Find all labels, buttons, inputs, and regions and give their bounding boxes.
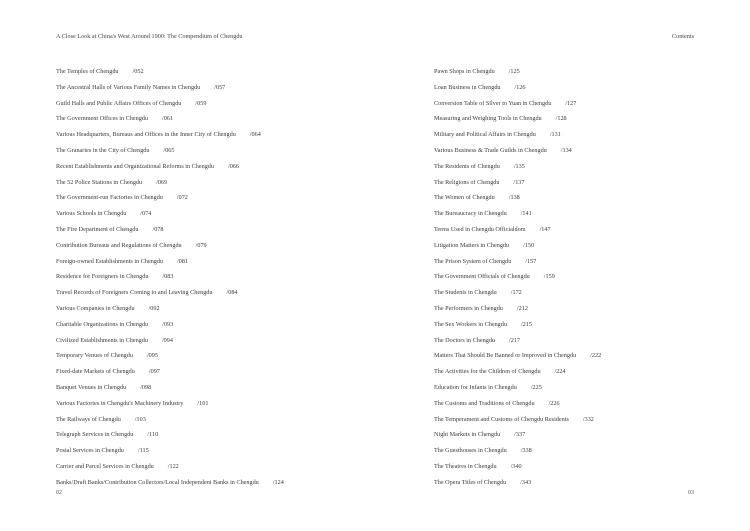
toc-entry-page: /131 bbox=[549, 131, 561, 139]
toc-left-column bbox=[56, 64, 386, 491]
toc-entry-title: Postal Services in Chengdu bbox=[56, 447, 124, 455]
toc-entry[interactable] bbox=[434, 64, 694, 80]
toc-entry[interactable] bbox=[434, 301, 694, 317]
toc-entry[interactable] bbox=[56, 206, 386, 222]
page-number-left: 02 bbox=[56, 490, 62, 496]
toc-entry[interactable] bbox=[434, 269, 694, 285]
toc-entry-title: Pawn Shops in Chengdu bbox=[434, 68, 495, 75]
toc-entry-page: /057 bbox=[214, 83, 226, 91]
running-header-title: A Close Look at China's West Around 1900: The Compendium of Chengdu bbox=[56, 33, 243, 40]
toc-entry[interactable] bbox=[434, 111, 694, 127]
toc-entry[interactable] bbox=[434, 222, 694, 238]
toc-entry[interactable] bbox=[56, 190, 386, 206]
toc-entry[interactable] bbox=[434, 443, 694, 459]
toc-entry[interactable] bbox=[56, 285, 386, 301]
toc-entry-page: /093 bbox=[162, 320, 174, 328]
toc-entry[interactable] bbox=[434, 475, 694, 491]
toc-entry[interactable] bbox=[434, 412, 694, 428]
toc-entry-title: The Guesthouses in Chengdu bbox=[434, 447, 507, 455]
toc-entry-title: Contribution Bureaus and Regulations of Chengdu bbox=[56, 241, 182, 249]
toc-entry-title: The Residents of Chengdu bbox=[434, 162, 500, 170]
toc-entry-page: /122 bbox=[167, 462, 179, 470]
toc-entry[interactable] bbox=[56, 143, 386, 159]
toc-entry-title: Litigation Matters in Chengdu bbox=[434, 241, 510, 249]
toc-entry-page: /135 bbox=[513, 162, 525, 170]
toc-entry-page: /141 bbox=[520, 210, 532, 218]
toc-entry[interactable] bbox=[56, 396, 386, 412]
toc-entry-page: /172 bbox=[510, 289, 522, 297]
toc-entry-title: The Government-run Factories in Chengdu bbox=[56, 194, 163, 202]
toc-entry-page: /225 bbox=[530, 383, 542, 391]
toc-entry-title: Temporary Venues of Chengdu bbox=[56, 352, 133, 360]
toc-entry-title: Foreign-owned Establishments in Chengdu bbox=[56, 257, 164, 265]
toc-entry-page: /074 bbox=[140, 210, 152, 218]
toc-entry-page: /052 bbox=[132, 68, 144, 75]
toc-entry-title: The Students in Chengdu bbox=[434, 289, 497, 297]
toc-entry-title: The Bureaucracy in Chengdu bbox=[434, 210, 507, 218]
toc-entry-page: /215 bbox=[520, 320, 532, 328]
toc-entry-page: /147 bbox=[539, 225, 551, 233]
toc-entry[interactable] bbox=[56, 443, 386, 459]
toc-entry[interactable] bbox=[434, 380, 694, 396]
toc-entry[interactable] bbox=[434, 190, 694, 206]
toc-entry-page: /157 bbox=[525, 257, 537, 265]
toc-entry-title: The Temples of Chengdu bbox=[56, 68, 119, 75]
toc-entry[interactable] bbox=[56, 269, 386, 285]
toc-entry[interactable] bbox=[56, 80, 386, 96]
toc-entry-page: /134 bbox=[560, 146, 572, 154]
toc-entry[interactable] bbox=[434, 317, 694, 333]
toc-entry-title: Banquet Venues in Chengdu bbox=[56, 383, 127, 391]
toc-entry-title: Civilized Establishments in Chengdu bbox=[56, 336, 148, 344]
toc-entry-page: /081 bbox=[177, 257, 189, 265]
toc-entry-page: /340 bbox=[510, 462, 522, 470]
toc-entry-page: /101 bbox=[197, 399, 209, 407]
toc-entry[interactable] bbox=[56, 348, 386, 364]
toc-entry-page: /217 bbox=[509, 336, 521, 344]
toc-entry-page: /226 bbox=[548, 399, 560, 407]
toc-entry-title: The Government Offices in Chengdu bbox=[56, 115, 148, 123]
toc-entry-title: Various Schools in Chengdu bbox=[56, 210, 127, 218]
toc-entry-page: /103 bbox=[134, 415, 146, 423]
toc-entry[interactable] bbox=[56, 475, 386, 491]
toc-entry-title: The Customs and Traditions of Chengdu bbox=[434, 399, 535, 407]
toc-entry[interactable] bbox=[56, 111, 386, 127]
page-number-right: 03 bbox=[688, 490, 694, 496]
toc-entry-title: Various Companies in Chengdu bbox=[56, 304, 135, 312]
toc-entry[interactable] bbox=[434, 175, 694, 191]
toc-entry[interactable] bbox=[434, 159, 694, 175]
toc-entry-page: /092 bbox=[148, 304, 160, 312]
toc-entry-page: /212 bbox=[516, 304, 528, 312]
toc-entry-title: The Prison System of Chengdu bbox=[434, 257, 512, 265]
toc-entry-page: /127 bbox=[565, 99, 577, 107]
toc-entry[interactable] bbox=[434, 80, 694, 96]
toc-entry[interactable] bbox=[56, 254, 386, 270]
toc-entry-page: /338 bbox=[520, 447, 532, 455]
toc-entry-title: The Granaries in the City of Chengdu bbox=[56, 146, 150, 154]
toc-entry-page: /224 bbox=[554, 368, 566, 376]
toc-entry[interactable] bbox=[56, 364, 386, 380]
toc-entry-page: /115 bbox=[137, 447, 149, 455]
toc-entry-page: /083 bbox=[162, 273, 174, 281]
toc-entry[interactable] bbox=[434, 396, 694, 412]
toc-entry[interactable] bbox=[56, 333, 386, 349]
toc-entry-title: Various Business & Trade Guilds in Chengdu bbox=[434, 146, 547, 154]
toc-entry[interactable] bbox=[56, 222, 386, 238]
toc-entry-page: /138 bbox=[508, 194, 520, 202]
toc-entry-page: /061 bbox=[162, 115, 174, 123]
toc-entry-title: Conversion Table of Silver to Yuan in Chengdu bbox=[434, 99, 552, 107]
toc-entry-title: The Fire Department of Chengdu bbox=[56, 225, 139, 233]
toc-entry-title: Recent Establishments and Organizational Reforms in Chengdu bbox=[56, 162, 214, 170]
toc-entry-title: The Doctors in Chengdu bbox=[434, 336, 496, 344]
toc-entry-title: Loan Business in Chengdu bbox=[434, 83, 501, 91]
toc-entry-page: /084 bbox=[226, 289, 238, 297]
toc-entry[interactable] bbox=[434, 364, 694, 380]
toc-entry-page: /079 bbox=[195, 241, 207, 249]
toc-entry-title: Night Markets in Chengdu bbox=[434, 431, 501, 439]
toc-entry[interactable] bbox=[56, 459, 386, 475]
toc-entry-title: The Performers in Chengdu bbox=[434, 304, 503, 312]
toc-entry-title: Various Factories in Chengdu's Machinery Industry bbox=[56, 399, 184, 407]
toc-entry[interactable] bbox=[434, 427, 694, 443]
toc-entry[interactable] bbox=[434, 143, 694, 159]
toc-entry[interactable] bbox=[434, 238, 694, 254]
toc-entry-title: The Temperament and Customs of Chengdu Residents bbox=[434, 415, 569, 423]
toc-entry[interactable] bbox=[434, 127, 694, 143]
toc-entry-page: /337 bbox=[514, 431, 526, 439]
toc-entry-page: /059 bbox=[195, 99, 207, 107]
toc-entry-page: /098 bbox=[140, 383, 152, 391]
toc-entry-title: Education for Infants in Chengdu bbox=[434, 383, 517, 391]
toc-entry-page: /097 bbox=[148, 368, 160, 376]
toc-entry[interactable] bbox=[56, 238, 386, 254]
toc-entry-title: Telegraph Services in Chengdu bbox=[56, 431, 134, 439]
toc-entry-title: Various Headquarters, Bureaus and Offices in the Inner City of Chengdu bbox=[56, 131, 236, 139]
toc-entry-title: The Women of Chengdu bbox=[434, 194, 495, 202]
toc-entry-page: /064 bbox=[249, 131, 261, 139]
toc-entry-title: The Opera Titles of Chengdu bbox=[434, 478, 507, 486]
toc-entry-page: /095 bbox=[146, 352, 158, 360]
toc-entry[interactable] bbox=[56, 127, 386, 143]
running-header-section: Contents bbox=[671, 33, 694, 40]
toc-entry[interactable] bbox=[56, 317, 386, 333]
toc-entry-title: Military and Political Affairs in Chengdu bbox=[434, 131, 536, 139]
toc-entry[interactable] bbox=[56, 412, 386, 428]
toc-entry-title: Carrier and Parcel Services in Chengdu bbox=[56, 462, 154, 470]
toc-entry-title: The Sex Workers in Chengdu bbox=[434, 320, 507, 328]
toc-entry-title: The 52 Police Stations in Chengdu bbox=[56, 178, 143, 186]
toc-entry[interactable] bbox=[434, 459, 694, 475]
toc-entry-page: /065 bbox=[163, 146, 175, 154]
toc-entry-page: /110 bbox=[147, 431, 159, 439]
toc-entry-page: /343 bbox=[520, 478, 532, 486]
toc-entry-page: /159 bbox=[543, 273, 555, 281]
toc-entry-page: /124 bbox=[272, 478, 284, 486]
toc-entry-title: Matters That Should Be Banned or Improved in Chengdu bbox=[434, 352, 577, 360]
toc-entry-title: The Religions of Chengdu bbox=[434, 178, 500, 186]
toc-entry-page: /126 bbox=[514, 83, 526, 91]
toc-entry[interactable] bbox=[56, 96, 386, 112]
toc-entry-page: /137 bbox=[513, 178, 525, 186]
toc-entry-page: /078 bbox=[152, 225, 164, 233]
toc-entry[interactable] bbox=[56, 159, 386, 175]
toc-entry-page: /332 bbox=[582, 415, 594, 423]
toc-entry-title: Guild Halls and Public Affairs Offices of Chengdu bbox=[56, 99, 182, 107]
toc-entry-title: Charitable Organizations in Chengdu bbox=[56, 320, 149, 328]
toc-entry-title: Measuring and Weighing Tools in Chengdu bbox=[434, 115, 542, 123]
toc-entry-title: Fixed-date Markets of Chengdu bbox=[56, 368, 135, 376]
toc-entry-page: /066 bbox=[227, 162, 239, 170]
toc-entry-page: /222 bbox=[590, 352, 602, 360]
toc-entry-title: The Railways of Chengdu bbox=[56, 415, 121, 423]
toc-entry-page: /150 bbox=[523, 241, 535, 249]
toc-entry[interactable] bbox=[56, 380, 386, 396]
toc-entry-page: /069 bbox=[156, 178, 168, 186]
toc-entry-title: Banks/Draft Banks/Contribution Collectors/Local Independent Banks in Chengdu bbox=[56, 478, 259, 486]
toc-entry-page: /094 bbox=[161, 336, 173, 344]
toc-entry-title: Residence for Foreigners in Chengdu bbox=[56, 273, 149, 281]
toc-entry-page: /125 bbox=[508, 68, 520, 75]
toc-right-column bbox=[434, 64, 694, 491]
toc-entry-title: Terms Used in Chengdu Officialdom bbox=[434, 225, 526, 233]
toc-entry-page: /128 bbox=[555, 115, 567, 123]
toc-entry[interactable] bbox=[56, 301, 386, 317]
toc-entry[interactable] bbox=[434, 285, 694, 301]
toc-entry[interactable] bbox=[434, 206, 694, 222]
toc-entry[interactable] bbox=[56, 175, 386, 191]
toc-entry[interactable] bbox=[434, 96, 694, 112]
toc-entry[interactable] bbox=[56, 427, 386, 443]
toc-entry-title: The Government Officials of Chengdu bbox=[434, 273, 530, 281]
toc-entry[interactable] bbox=[434, 348, 694, 364]
toc-entry[interactable] bbox=[434, 254, 694, 270]
toc-entry[interactable] bbox=[434, 333, 694, 349]
toc-entry-title: Travel Records of Foreigners Coming to and Leaving Chengdu bbox=[56, 289, 213, 297]
toc-entry-title: The Ancestral Halls of Various Family Names in Chengdu bbox=[56, 83, 201, 91]
toc-entry-title: The Activities for the Children of Chengdu bbox=[434, 368, 541, 376]
toc-entry-page: /072 bbox=[176, 194, 188, 202]
toc-entry-title: The Theatres in Chengdu bbox=[434, 462, 497, 470]
toc-entry[interactable] bbox=[56, 64, 386, 80]
